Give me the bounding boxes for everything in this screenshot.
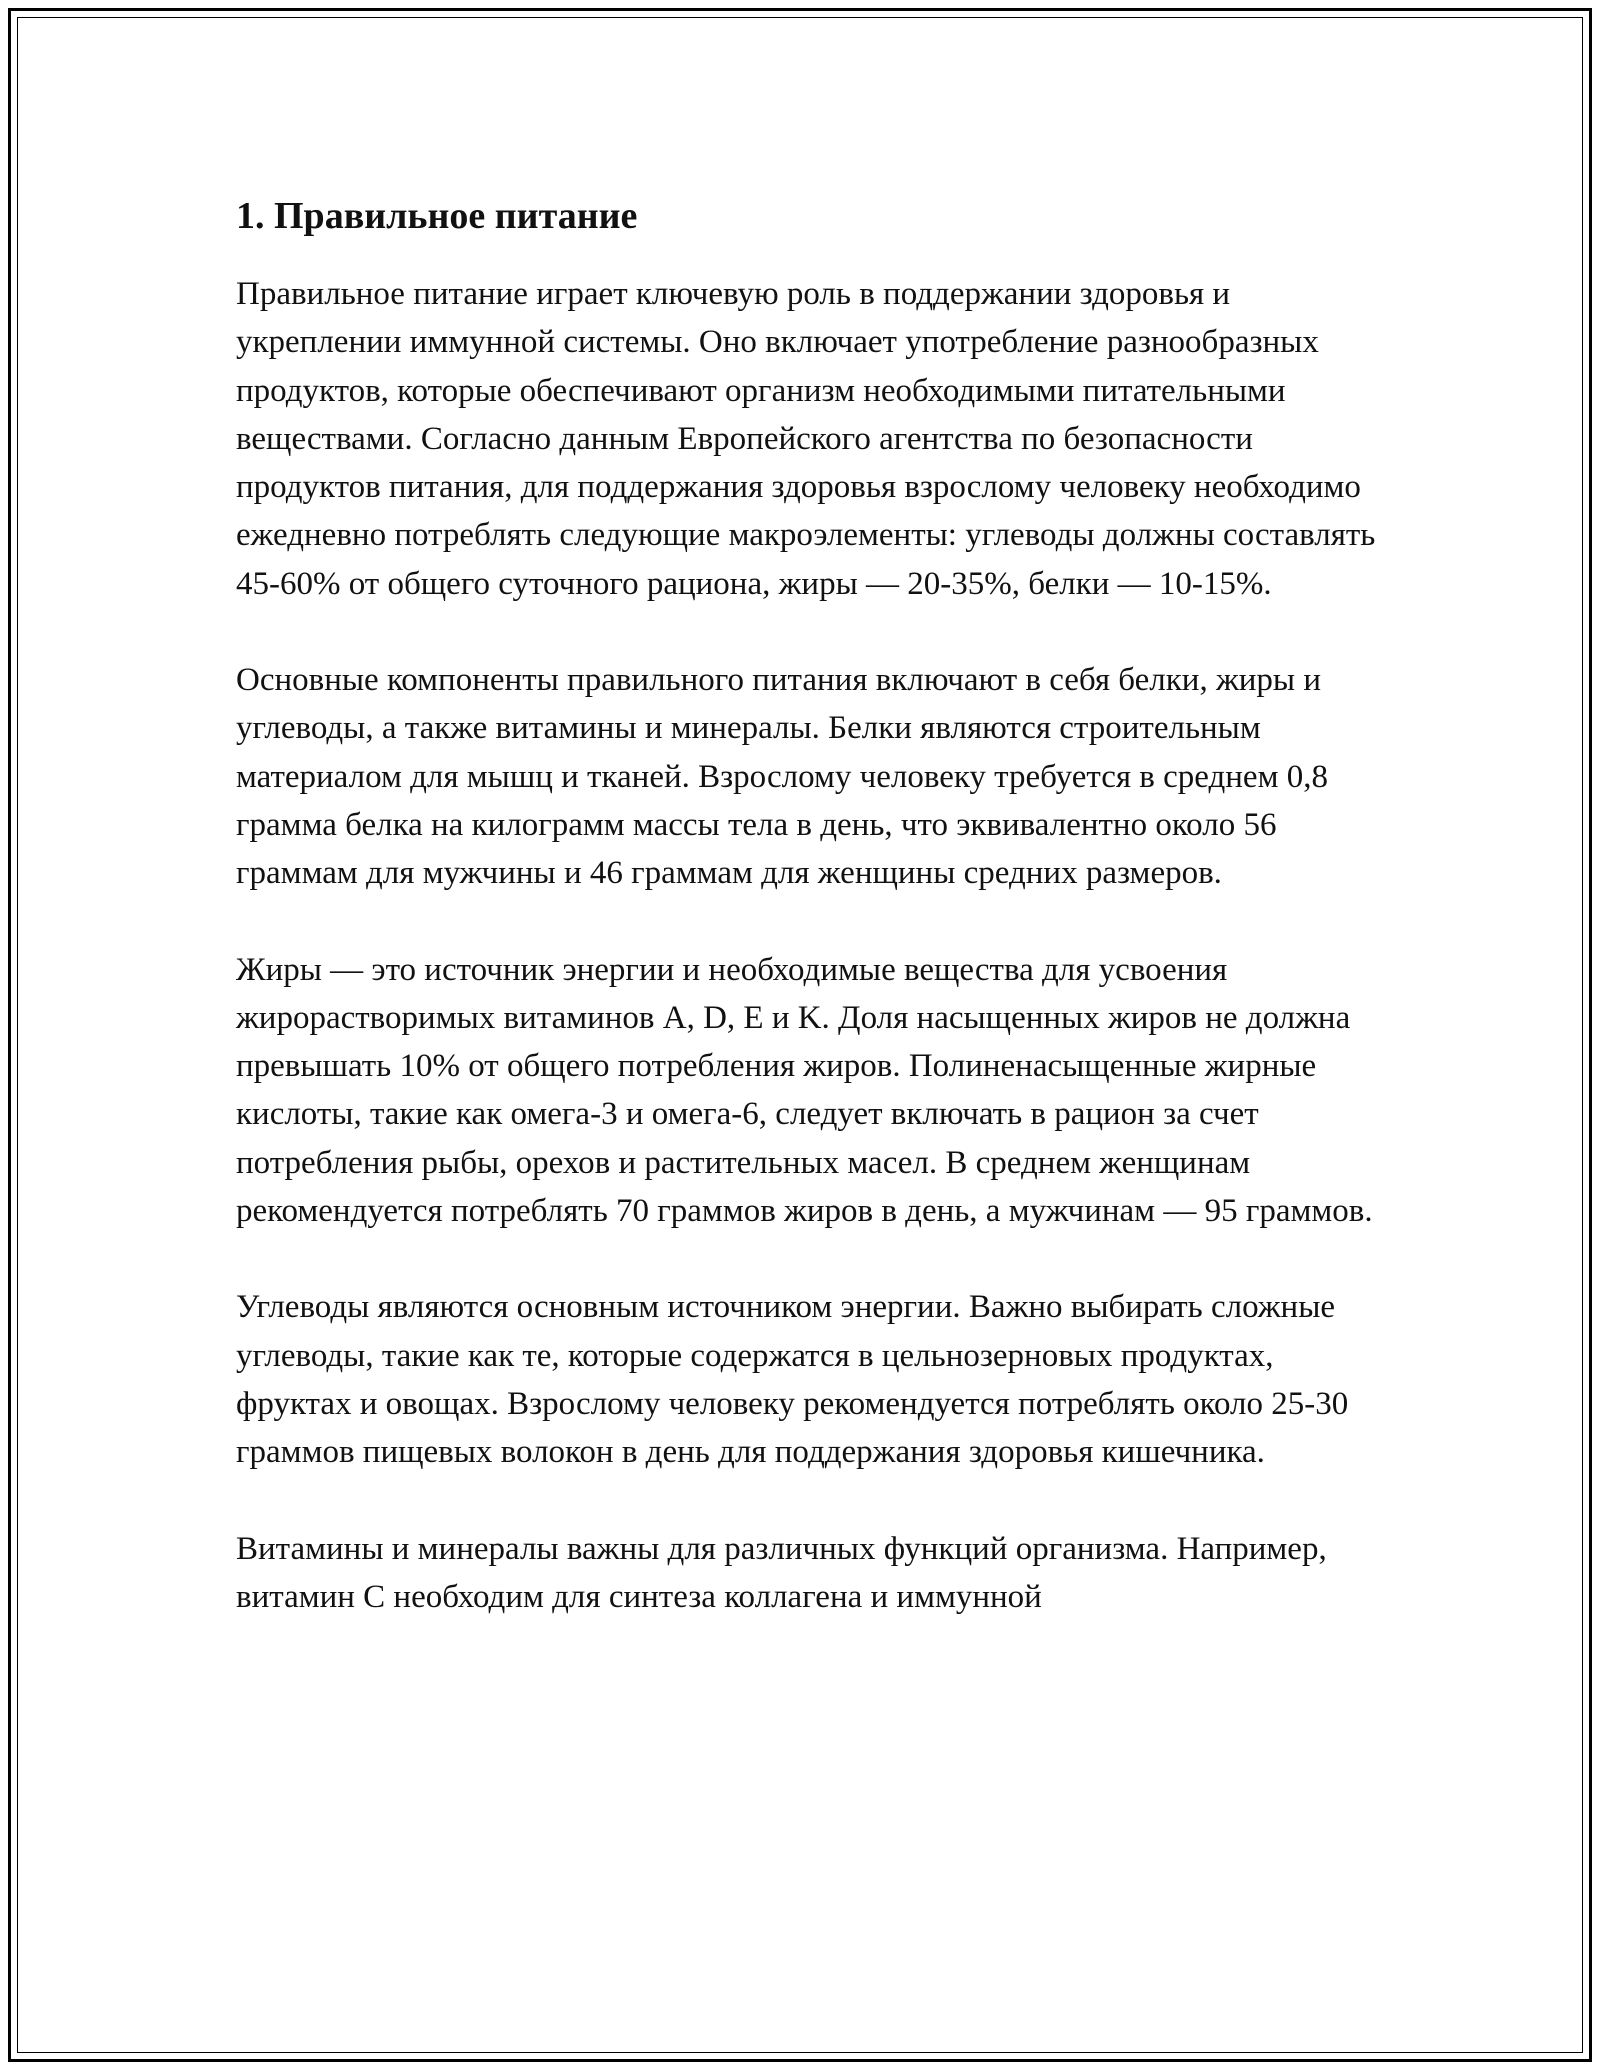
document-body (236, 188, 1386, 1621)
paragraph-vitamins: Витамины и минералы важны для различных функций организма. Например, витамин C необходим для синтеза коллагена и иммунной (236, 1530, 1327, 1615)
paragraph-fats: Жиры — это источник энергии и необходимые вещества для усвоения жирорастворимых витаминов A, D, E и K. Доля насыщенных жиров не должна превышать 10% от общего потребления жиров. Полиненасыщенные жирные кислоты, такие как омега-3 и омега-6, следует включать в рацион за счет потребления рыбы, орехов и растительных масел. В среднем женщинам рекомендуется потреблять 70 граммов жиров в день, а мужчинам — 95 граммов. (236, 951, 1373, 1230)
paragraph-proteins: Основные компоненты правильного питания включают в себя белки, жиры и углеводы, а также витамины и минералы. Белки являются строительным материалом для мышц и тканей. Взрослому человеку требуется в среднем 0,8 грамма белка на килограмм массы тела в день, что эквивалентно около 56 граммам для мужчины и 46 граммам для женщины средних размеров. (236, 662, 1328, 892)
paragraph-carbohydrates: Углеводы являются основным источником энергии. Важно выбирать сложные углеводы, такие как те, которые содержатся в цельнозерновых продуктах, фруктах и овощах. Взрослому человеку рекомендуется потреблять около 25-30 граммов пищевых волокон в день для поддержания здоровья кишечника. (236, 1289, 1349, 1471)
paragraph-intro: Правильное питание играет ключевую роль в поддержании здоровья и укреплении иммунной системы. Оно включает употребление разнообразных продуктов, которые обеспечивают организм необходимыми питательными веществами. Согласно данным Европейского агентства по безопасности продуктов питания, для поддержания здоровья взрослому человеку необходимо ежедневно потреблять следующие макроэлементы: углеводы должны составлять 45-60% от общего суточного рациона, жиры — 20-35%, белки — 10-15%. (236, 276, 1376, 602)
section-heading: 1. Правильное питание (236, 195, 638, 237)
